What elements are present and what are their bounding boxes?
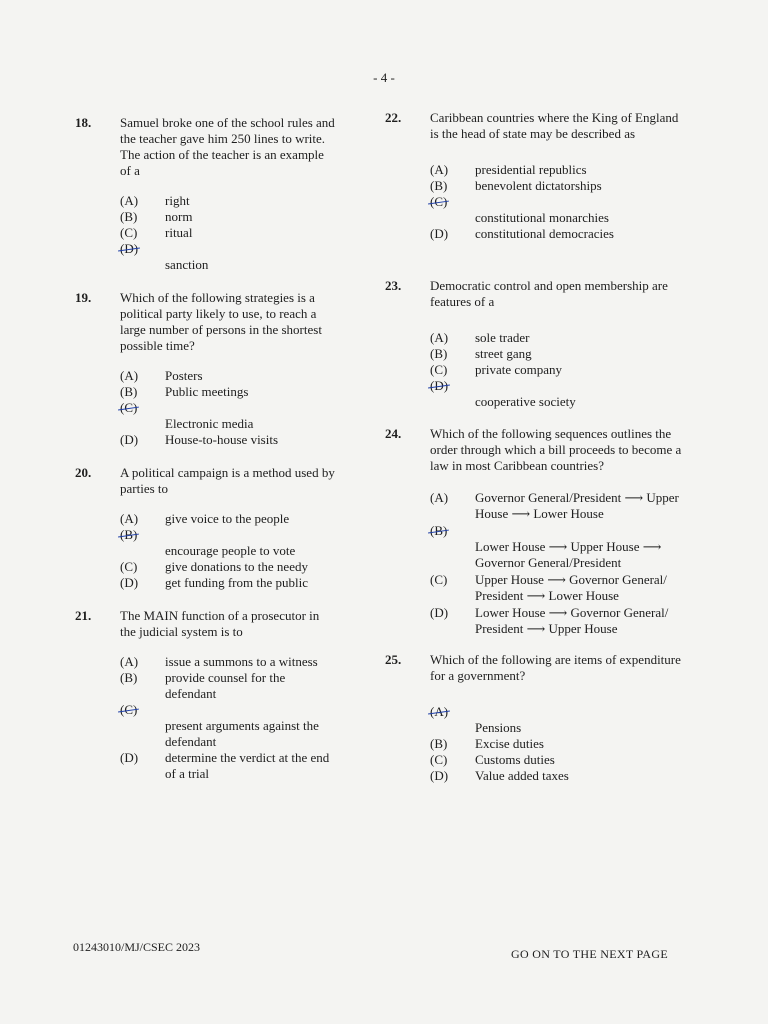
exam-code: 01243010/MJ/CSEC 2023: [73, 940, 201, 954]
question-text: Samuel broke one of the school rules and the teacher gave him 250 lines to write. The action of the teacher is an example of a: [120, 115, 335, 178]
option-label: (A): [120, 511, 139, 526]
option-text: Governor General/President ⟶ Upper House ⟶ Lower House: [475, 490, 679, 521]
option: [120, 368, 335, 384]
option-label-marked: (D): [120, 241, 139, 256]
option-text: right: [165, 193, 190, 208]
option: [120, 670, 335, 702]
option-label: (B): [430, 178, 448, 193]
option: [120, 511, 335, 527]
option: [120, 702, 335, 750]
option-text: Posters: [165, 368, 203, 383]
option-text: get funding from the public: [165, 575, 308, 590]
option-label: (A): [120, 193, 139, 208]
option-label: (A): [120, 654, 139, 669]
option: [430, 704, 685, 736]
option-label: (C): [120, 225, 138, 240]
option: [120, 559, 335, 575]
option-label: (B): [430, 736, 448, 751]
option-text: Public meetings: [165, 384, 249, 399]
question-25: [385, 652, 685, 784]
question-number: 25.: [385, 652, 402, 667]
option-text: constitutional democracies: [475, 226, 614, 241]
option-label: (B): [120, 670, 138, 685]
question-number: 18.: [75, 115, 92, 130]
option: [120, 527, 335, 559]
option: [430, 226, 685, 242]
question-text: Which of the following strategies is a political party likely to use, to reach a large number of persons in the shortest possible time?: [120, 290, 322, 353]
option-label: (D): [120, 750, 139, 765]
option: [120, 432, 335, 448]
option: [430, 752, 685, 768]
option-label-marked: (C): [120, 400, 138, 415]
option-text: Lower House ⟶ Governor General/ President ⟶ Upper House: [475, 605, 669, 636]
option-text: street gang: [475, 346, 532, 361]
option-label: (A): [430, 490, 449, 505]
option-text: encourage people to vote: [165, 543, 296, 558]
option-label: (D): [430, 768, 449, 783]
option-text: issue a summons to a witness: [165, 654, 318, 669]
option: [430, 346, 685, 362]
option: [430, 362, 685, 378]
option-label: (C): [430, 752, 448, 767]
option-label-marked: (B): [120, 527, 138, 542]
question-20: [75, 465, 335, 591]
option: [120, 400, 335, 432]
option-label: (D): [120, 432, 139, 447]
option-label-marked: (C): [120, 702, 138, 717]
option-label-marked: (D): [430, 378, 449, 393]
question-text: Democratic control and open membership are features of a: [430, 278, 668, 309]
option: [120, 750, 335, 782]
option-text: Customs duties: [475, 752, 555, 767]
option: [430, 378, 685, 410]
option: [430, 490, 685, 522]
option: [430, 572, 685, 604]
option-text: give voice to the people: [165, 511, 290, 526]
option: [120, 241, 335, 273]
option-label: (C): [120, 559, 138, 574]
question-text: A political campaign is a method used by parties to: [120, 465, 335, 496]
question-text: Which of the following sequences outlines the order through which a bill proceeds to become a law in most Caribbean countries?: [430, 426, 682, 473]
option-label: (C): [430, 362, 448, 377]
question-23: [385, 278, 685, 410]
option: [120, 654, 335, 670]
option: [430, 736, 685, 752]
option-text: Value added taxes: [475, 768, 569, 783]
option-text: sole trader: [475, 330, 530, 345]
page-number: - 4 -: [373, 70, 395, 85]
option-label-marked: (C): [430, 194, 448, 209]
option: [120, 209, 335, 225]
option-text: determine the verdict at the end of a trial: [165, 750, 330, 781]
option-label: (A): [120, 368, 139, 383]
next-page-notice: GO ON TO THE NEXT PAGE: [511, 947, 668, 961]
option-text: Pensions: [475, 720, 522, 735]
option: [120, 384, 335, 400]
option-text: benevolent dictatorships: [475, 178, 602, 193]
option-label: (C): [430, 572, 448, 587]
option-label: (D): [430, 605, 449, 620]
option-text: present arguments against the defendant: [165, 718, 319, 749]
option-text: Excise duties: [475, 736, 544, 751]
option-text: provide counsel for the defendant: [165, 670, 286, 701]
option-text: House-to-house visits: [165, 432, 279, 447]
question-21: [75, 608, 335, 782]
option-text: cooperative society: [475, 394, 576, 409]
option: [430, 162, 685, 178]
option-label: (D): [430, 226, 449, 241]
option-text: constitutional monarchies: [475, 210, 609, 225]
question-number: 21.: [75, 608, 92, 623]
option-label: (B): [120, 209, 138, 224]
question-24: [385, 426, 685, 637]
option-text: Lower House ⟶ Upper House ⟶ Governor General/President: [475, 539, 662, 570]
question-text: Caribbean countries where the King of England is the head of state may be described as: [430, 110, 679, 141]
question-18: [75, 115, 335, 273]
question-number: 24.: [385, 426, 402, 441]
question-22: [385, 110, 685, 242]
option: [120, 575, 335, 591]
option: [430, 194, 685, 226]
option-text: norm: [165, 209, 193, 224]
option-text: private company: [475, 362, 562, 377]
option-text: ritual: [165, 225, 193, 240]
option-label: (D): [120, 575, 139, 590]
option-label: (A): [430, 330, 449, 345]
question-text: The MAIN function of a prosecutor in the judicial system is to: [120, 608, 320, 639]
option-text: give donations to the needy: [165, 559, 308, 574]
option: [430, 605, 685, 637]
option: [120, 225, 335, 241]
question-number: 22.: [385, 110, 402, 125]
question-number: 23.: [385, 278, 402, 293]
question-19: [75, 290, 335, 448]
option-label-marked: (A): [430, 704, 449, 719]
question-text: Which of the following are items of expenditure for a government?: [430, 652, 681, 683]
question-number: 19.: [75, 290, 92, 305]
option-label: (B): [430, 346, 448, 361]
option-text: Electronic media: [165, 416, 254, 431]
option: [430, 330, 685, 346]
option-text: presidential republics: [475, 162, 587, 177]
option: [430, 768, 685, 784]
option: [430, 178, 685, 194]
question-number: 20.: [75, 465, 92, 480]
option-label: (A): [430, 162, 449, 177]
option-label-marked: (B): [430, 523, 448, 538]
option-label: (B): [120, 384, 138, 399]
option-text: Upper House ⟶ Governor General/ President ⟶ Lower House: [475, 572, 667, 603]
option: [430, 523, 685, 571]
option: [120, 193, 335, 209]
option-text: sanction: [165, 257, 209, 272]
